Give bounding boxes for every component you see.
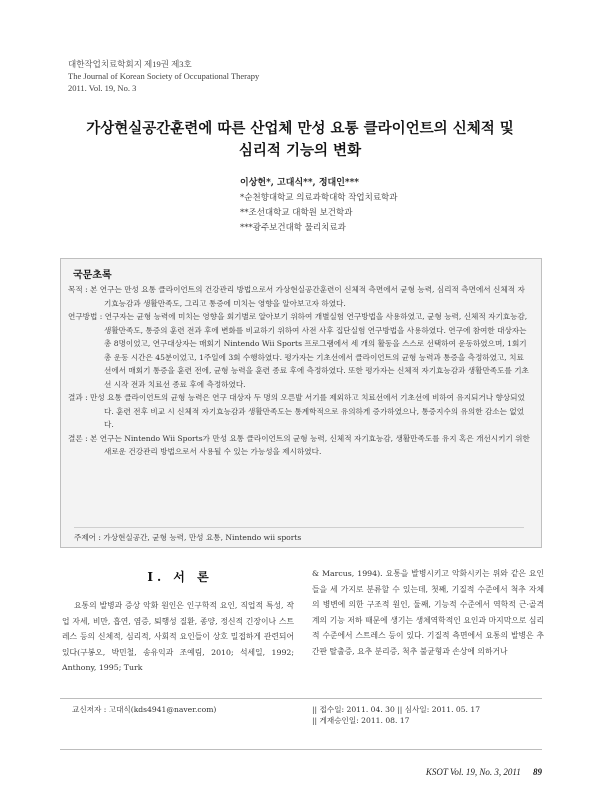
authors-block xyxy=(240,176,397,236)
journal-english-name: The Journal of Korean Society of Occupational Therapy xyxy=(68,71,260,81)
abstract-conclusion: 결론 : 본 연구는 Nintendo Wii Sports가 만성 요통 클라이언트의 균형 능력, 신체적 자기효능감, 생활만족도를 유지 혹은 개선시키기 위한 새로운 건강관리 방법으로서 사용될 수 있는 가능성을 제시하였다. xyxy=(68,433,530,456)
affiliation-2: **조선대학교 대학원 보건학과 xyxy=(240,208,353,218)
abstract-body xyxy=(68,283,530,459)
intro-right-column: & Marcus, 1994). 요통을 발병시키고 악화시키는 위와 같은 요인들을 세 가지로 분류할 수 있는데, 첫째, 기질적 수준에서 척추 자체의 병변에 의한 구조적 원인, 둘째, 기능적 수준에서 역학적 근·골격계의 기능 저하 때문에 생기는 생체역학적인 요인과 마지막으로 심리적 수준에서 스트레스 등이 있다. 기질적 측면에서 요통의 발병은 추간판 탈출증, 요추 분리증, 척추 불균형과 손상에 의하거나 xyxy=(312,569,544,656)
abstract-result: 결과 : 만성 요통 클라이언트의 균형 능력은 연구 대상자 두 명의 오른발 서기를 제외하고 치료선에서 기초선에 비하여 유지되거나 향상되었다. 훈련 전후 비교 시 신체적 자기효능감과 생활만족도는 통계학적으로 유의하게 증가하였으나, 통증지수의 유의한 감소는 없었다. xyxy=(68,393,525,429)
intro-left-column: 요통의 발병과 증상 악화 원인은 인구학적 요인, 직업적 특성, 작업 자세, 비만, 흡연, 염증, 퇴행성 질환, 종양, 정신적 긴장이나 스트레스 등의 신체적, 심리적, 사회적 요인들이 상호 밀접하게 관련되어 있다(구봉오, 박민철, 송유익과 조예림, 2010; 석세일, 1992; Anthony, 1995; Turk xyxy=(62,601,294,673)
paper-title xyxy=(60,118,540,162)
abstract-method: 연구방법 : 연구자는 균형 능력에 미치는 영향을 회기별로 알아보기 위하여 개별실험 연구방법을 사용하였고, 균형 능력, 신체적 자기효능감, 생활만족도, 통증의 훈련 전과 후에 변화를 비교하기 위하여 사전 사후 집단실험 연구방법을 사용하였다. 연구에 참여한 대상자는 총 8명이었고, 연구대상자는 매회기 Nintendo Wii Sports 프로그램에서 세 개의 활동을 스스로 선택하여 운동하였으며, 1회기 총 운동 시간은 45분이었고, 1주일에 3회 수행하였다. 평가자는 기초선에서 클라이언트의 균형 능력과 통증을 측정하였고, 치료선에서 매회기 통증을 훈련 전에, 균형 능력을 훈련 종료 후에 측정하였다. 또한 평가자는 신체적 자기효능감과 생활만족도를 기초선 시작 전과 치료선 종료 후에 측정하였다. xyxy=(68,312,529,389)
received-reviewed-dates: || 접수일: 2011. 04. 30 || 심사일: 2011. 05. 17 xyxy=(312,705,481,714)
footer-journal: KSOT Vol. 19, No. 3, 2011 xyxy=(425,767,521,777)
page-footer xyxy=(380,767,542,777)
journal-volume: 2011. Vol. 19, No. 3 xyxy=(68,83,137,93)
abstract-purpose: 목적 : 본 연구는 만성 요통 클라이언트의 건강관리 방법으로서 가상현실공간훈련이 신체적 측면에서 균형 능력, 심리적 측면에서 신체적 자기효능감과 생활만족도, 그리고 통증에 미치는 영향을 알아보고자 하였다. xyxy=(68,285,525,308)
paper-title-line1: 가상현실공간훈련에 따른 산업체 만성 요통 클라이언트의 신체적 및 xyxy=(86,120,514,137)
journal-header xyxy=(68,58,259,94)
author-names: 이상헌*, 고대식**, 정대인*** xyxy=(240,178,360,188)
affiliation-1: *순천향대학교 의료과학대학 작업치료학과 xyxy=(240,193,398,203)
section-heading-intro: Ⅰ. 서 론 xyxy=(147,570,213,584)
paper-title-line2: 심리적 기능의 변화 xyxy=(238,142,362,159)
abstract-keywords: 주제어 : 가상현실공간, 균형 능력, 만성 요통, Nintendo wii sports xyxy=(74,527,524,543)
article-dates xyxy=(312,704,480,726)
affiliation-3: ***광주보건대학 물리치료과 xyxy=(240,223,346,233)
page-number: 89 xyxy=(533,767,542,777)
corresponding-author: 교신저자 : 고대식(kds4941@naver.com) xyxy=(72,705,217,714)
accepted-date: || 게재승인일: 2011. 08. 17 xyxy=(312,716,410,725)
abstract-heading: 국문초록 xyxy=(73,270,112,281)
journal-korean-name: 대한작업치료학회지 제19권 제3호 xyxy=(68,59,192,69)
